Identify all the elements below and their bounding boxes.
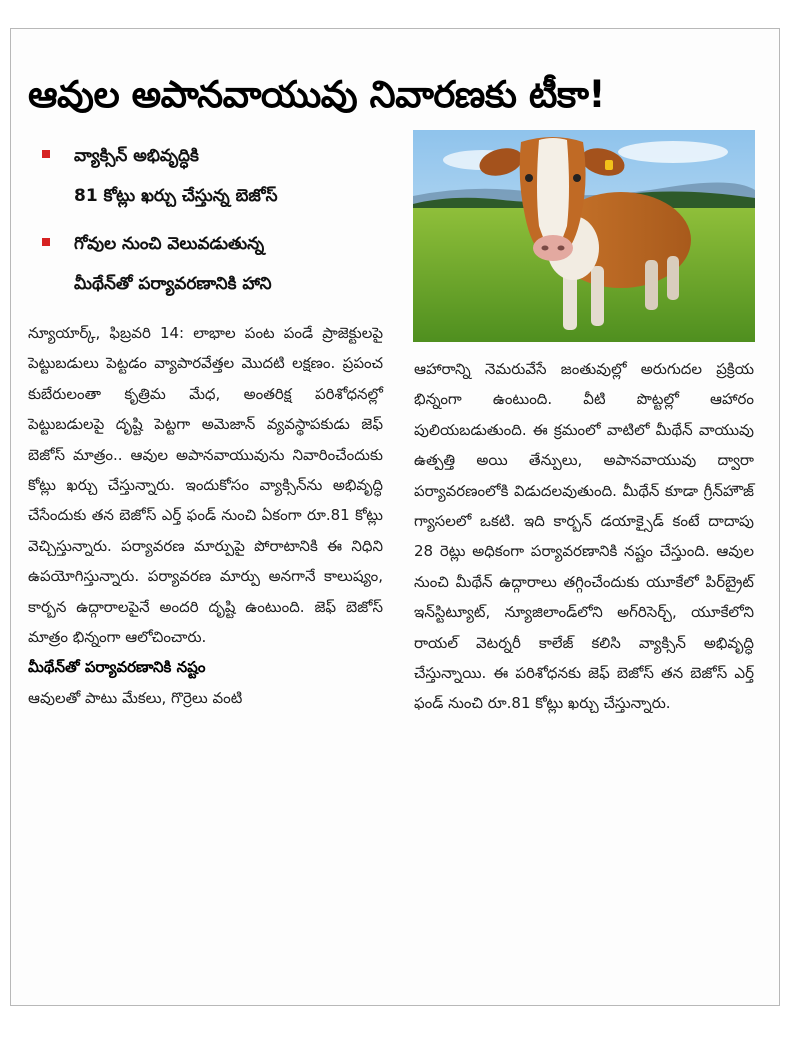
cow-photo: [413, 130, 755, 342]
article-headline: ఆవుల అపానవాయువు నివారణకు టీకా!: [28, 73, 605, 116]
article-paragraph: ఆవులతో పాటు మేకలు, గొర్రెలు వంటి: [28, 688, 243, 707]
red-square-bullet-icon: [42, 150, 50, 158]
article-column-left: [28, 318, 383, 713]
red-square-bullet-icon: [42, 238, 50, 246]
highlight-bullets: [40, 136, 400, 312]
article-subheading: మీథేన్‌తో పర్యావరణానికి నష్టం: [28, 658, 206, 677]
article-paragraph: ఆహారాన్ని నెమరువేసే జంతువుల్లో అరుగుదల ప్రక్రియ భిన్నంగా ఉంటుంది. వీటి పొట్టల్లో ఆహారం పులియబడుతుంది. ఈ క్రమంలో వాటిలో మీథేన్ వాయువు ఉత్పత్తి అయి తేన్పులు, అపానవాయువు ద్వారా పర్యావరణంలోకి విడుదలవుతుంది. మీథేన్ కూడా గ్రీన్‌హౌజ్ గ్యాసలలో ఒకటి. ఇది కార్బన్ డయాక్సైడ్ కంటే దాదాపు 28 రెట్లు అధికంగా పర్యావరణానికి నష్టం చేస్తుంది. ఆవుల నుంచి మీథేన్ ఉద్గారాలు తగ్గించేందుకు యూకేలో పిర్‌బ్రైట్ ఇన్‌స్టిట్యూట్, న్యూజిలాండ్‌లోని అగ్‌రిసెర్చ్, యూకేలోని రాయల్ వెటర్నరీ కాలేజ్ కలిసి వ్యాక్సిన్ అభివృద్ధి చేస్తున్నాయి. ఈ పరిశోధనకు జెఫ్ బెజోస్ తన బెజోస్ ఎర్త్ ఫండ్ నుంచి రూ.81 కోట్లు ఖర్చు చేస్తున్నారు.: [414, 360, 754, 713]
highlight-bullet: [40, 136, 400, 216]
highlight-bullet: [40, 224, 400, 304]
bullet-line: 81 కోట్లు ఖర్చు చేస్తున్న బెజోస్: [74, 186, 278, 206]
bullet-line: వ్యాక్సిన్ అభివృద్ధికి: [74, 146, 199, 166]
article-paragraph: న్యూయార్క్, ఫిబ్రవరి 14: లాభాల పంట పండే ప్రాజెక్టులపై పెట్టుబడులు పెట్టడం వ్యాపారవేత్తల మొదటి లక్షణం. ప్రపంచ కుబేరులంతా కృత్రిమ మేధ, అంతరిక్ష పరిశోధనల్లో పెట్టుబడులపై దృష్టి పెట్టగా అమెజాన్ వ్యవస్థాపకుడు జెఫ్ బెజోస్ మాత్రం.. ఆవుల అపానవాయువును నివారించేందుకు కోట్లు ఖర్చు చేస్తున్నారు. ఇందుకోసం వ్యాక్సిన్‌ను అభివృద్ధి చేసేందుకు తన బెజోస్ ఎర్త్ ఫండ్ నుంచి ఏకంగా రూ.81 కోట్లు వెచ్చిస్తున్నారు. పర్యావరణ మార్పుపై పోరాటానికి ఈ నిధిని ఉపయోగిస్తున్నారు. పర్యావరణ మార్పు అనగానే కాలుష్యం, కార్బన ఉద్గారాలపైనే అందరి దృష్టి ఉంటుంది. జెఫ్ బెజోస్ మాత్రం భిన్నంగా ఆలోచించారు.: [28, 324, 383, 647]
bullet-line: గోవుల నుంచి వెలువడుతున్న: [74, 234, 265, 254]
bullet-line: మీథేన్‌తో పర్యావరణానికి హాని: [74, 274, 272, 294]
article-column-right: [414, 354, 754, 719]
